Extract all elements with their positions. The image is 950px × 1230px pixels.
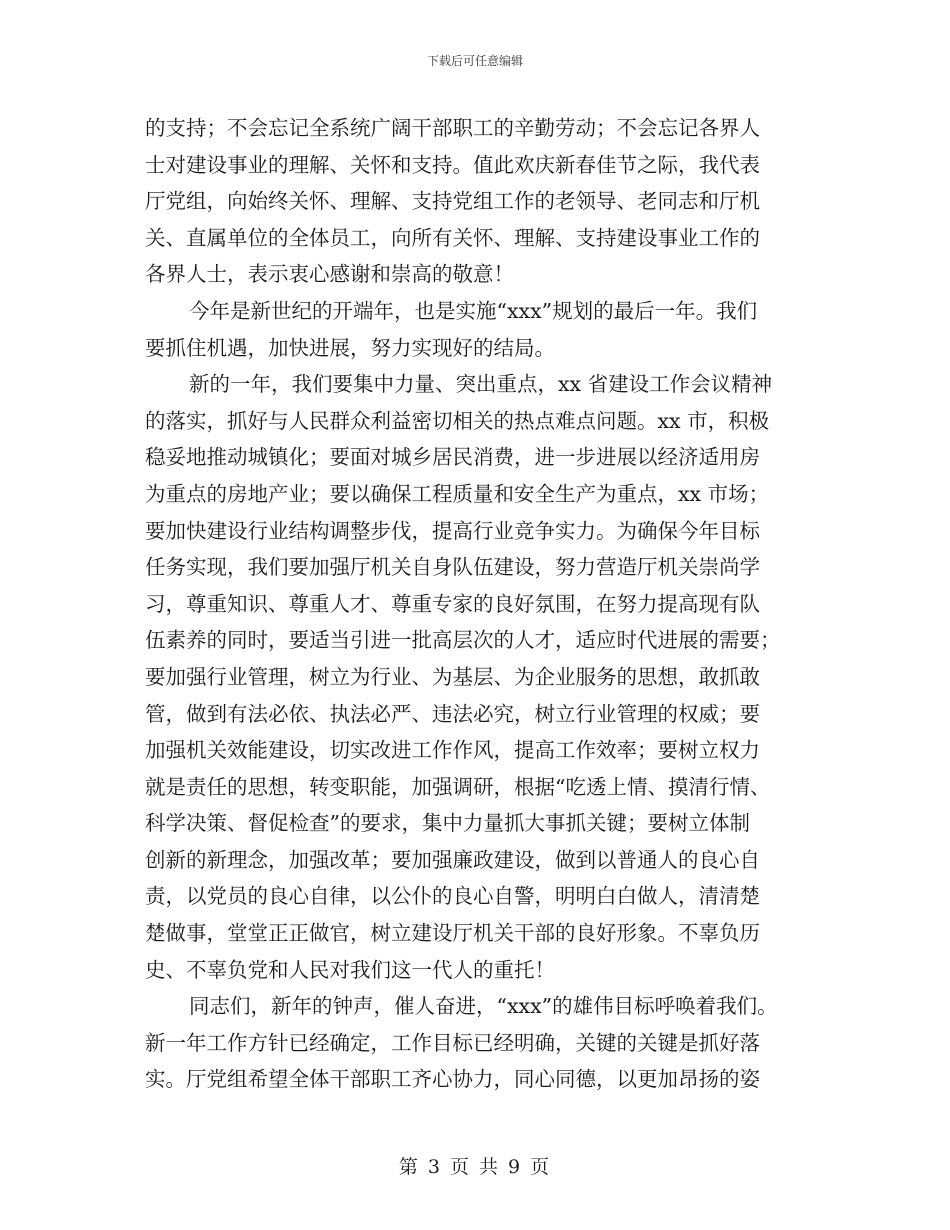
paragraph-start-line: 今年是新世纪的开端年，也是实施“xxx”规划的最后一年。我们	[189, 298, 758, 323]
text-line: 稳妥地推动城镇化；要面对城乡居民消费，进一步进展以经济适用房	[145, 445, 760, 470]
text-line: 就是责任的思想，转变职能，加强调研，根据“吃透上情、摸清行情、	[145, 774, 771, 799]
text-line: 史、不辜负党和人民对我们这一代人的重托！	[145, 957, 555, 982]
text-line: 伍素养的同时，要适当引进一批高层次的人才，适应时代进展的需要；	[145, 628, 781, 653]
text-line: 为重点的房地产业；要以确保工程质量和安全生产为重点，xx 市场；	[145, 481, 770, 506]
paragraph-start-line: 新的一年，我们要集中力量、突出重点，xx 省建设工作会议精神	[189, 372, 773, 397]
text-line: 要加强行业管理，树立为行业、为基层、为企业服务的思想，敢抓敢	[145, 664, 760, 689]
text-line: 加强机关效能建设，切实改进工作作风，提高工作效率；要树立权力	[145, 738, 760, 763]
text-line: 创新的新理念，加强改革；要加强廉政建设，做到以普通人的良心自	[145, 847, 760, 872]
text-line: 习，尊重知识、尊重人才、尊重专家的良好氛围，在努力提高现有队	[145, 591, 760, 616]
text-line: 关、直属单位的全体员工，向所有关怀、理解、支持建设事业工作的	[145, 225, 760, 250]
text-line: 士对建设事业的理解、关怀和支持。值此欢庆新春佳节之际，我代表	[145, 152, 760, 177]
text-line: 实。厅党组希望全体干部职工齐心协力，同心同德，以更加昂扬的姿	[145, 1067, 760, 1092]
text-line: 的落实，抓好与人民群众利益密切相关的热点难点问题。xx 市，积极	[145, 408, 770, 433]
text-line: 新一年工作方针已经确定，工作目标已经明确，关键的关键是抓好落	[145, 1030, 760, 1055]
document-body	[145, 110, 825, 1098]
text-line: 科学决策、督促检查”的要求，集中力量抓大事抓关键；要树立体制	[145, 811, 750, 836]
text-line: 要加快建设行业结构调整步伐，提高行业竞争实力。为确保今年目标	[145, 518, 760, 543]
text-line: 各界人士，表示衷心感谢和崇高的敬意！	[145, 262, 514, 287]
text-line: 责，以党员的良心自律，以公仆的良心自警，明明白白做人，清清楚	[145, 884, 760, 909]
text-line: 要抓住机遇，加快进展，努力实现好的结局。	[145, 335, 555, 360]
text-line: 的支持；不会忘记全系统广阔干部职工的辛勤劳动；不会忘记各界人	[145, 116, 760, 140]
page-header-note: 下载后可任意编辑	[426, 54, 523, 68]
page-number-footer: 第 3 页 共 9 页	[398, 1156, 552, 1178]
text-line: 厅党组，向始终关怀、理解、支持党组工作的老领导、老同志和厅机	[145, 189, 760, 214]
text-line: 任务实现，我们要加强厅机关自身队伍建设，努力营造厅机关崇尚学	[145, 555, 760, 580]
paragraph-start-line: 同志们，新年的钟声，催人奋进，“xxx”的雄伟目标呼唤着我们。	[189, 994, 778, 1019]
text-line: 楚做事，堂堂正正做官，树立建设厅机关干部的良好形象。不辜负历	[145, 921, 760, 946]
text-line: 管，做到有法必依、执法必严、违法必究，树立行业管理的权威；要	[145, 701, 760, 726]
